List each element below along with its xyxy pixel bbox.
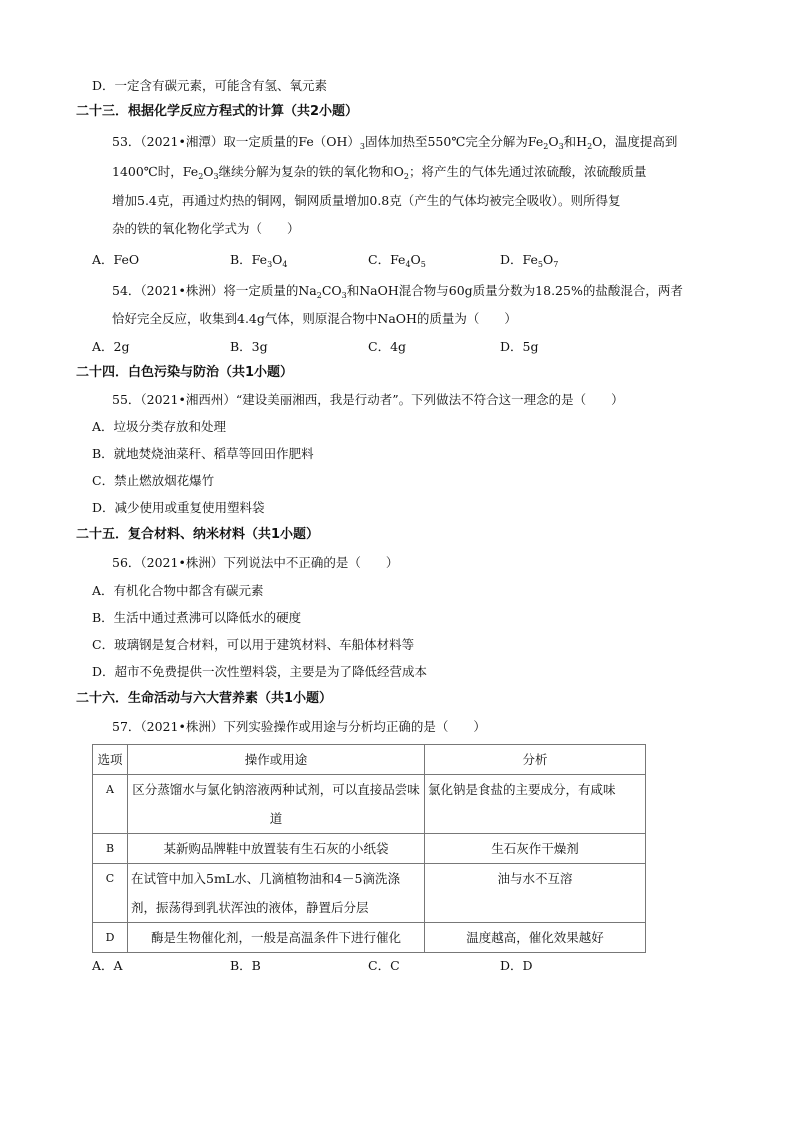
table-row <box>93 864 646 923</box>
table-header-cell: 选项 <box>93 745 128 775</box>
q53-stem-line-2: 1400℃时，$Fe_2O_3$继续分解为复杂的铁的氧化物和$O_2$；将产生的气体先通过浓硫酸，浓硫酸质量 <box>112 164 647 181</box>
q54-option-c: C．4g <box>368 339 407 354</box>
q52-option-d: D．一定含有碳元素，可能含有氢、氧元素 <box>92 78 328 93</box>
q54-option-a: A．2g <box>92 339 130 354</box>
q55-option-b: B．就地焚烧油菜秆、稻草等回田作肥料 <box>92 446 314 461</box>
q53-stem-line-4: 杂的铁的氧化物化学式为（ ） <box>112 221 300 236</box>
table-row <box>93 775 646 834</box>
q55-option-a: A．垃圾分类存放和处理 <box>92 419 227 434</box>
table-cell-analysis: 温度越高，催化效果越好 <box>425 923 646 953</box>
table-header-cell: 操作或用途 <box>128 745 425 775</box>
q56-option-c: C．玻璃钢是复合材料，可以用于建筑材料、车船体材料等 <box>92 637 415 652</box>
q56-option-a: A．有机化合物中都含有碳元素 <box>92 583 264 598</box>
q57-stem: 57．（2021•株洲）下列实验操作或用途与分析均正确的是（ ） <box>112 719 486 734</box>
q55-option-c: C．禁止燃放烟花爆竹 <box>92 473 215 488</box>
table-cell-key: C <box>93 864 128 923</box>
q56-stem: 56．（2021•株洲）下列说法中不正确的是（ ） <box>112 555 399 570</box>
section-heading-24: 二十四．白色污染与防治（共1小题） <box>76 365 294 380</box>
q54-stem-line-1: 54．（2021•株洲）将一定质量的$Na_2CO_3$和NaOH混合物与60g质量分数为18.25%的盐酸混合，两者 <box>112 283 683 300</box>
q53-option-a: A．FeO <box>92 252 140 267</box>
table-cell-operation: 某新购品牌鞋中放置装有生石灰的小纸袋 <box>128 834 425 864</box>
q57-option-c: C．C <box>368 958 400 973</box>
q54-option-d: D．5g <box>500 339 539 354</box>
q57-option-b: B．B <box>230 958 261 973</box>
q54-option-b: B．3g <box>230 339 268 354</box>
table-cell-key: D <box>93 923 128 953</box>
table-header-cell: 分析 <box>425 745 646 775</box>
table-cell-analysis: 生石灰作干燥剂 <box>425 834 646 864</box>
section-heading-25: 二十五．复合材料、纳米材料（共1小题） <box>76 527 320 542</box>
q55-option-d: D．减少使用或重复使用塑料袋 <box>92 500 265 515</box>
q53-option-b: B．$Fe_3O_4$ <box>230 252 288 269</box>
q57-table <box>92 744 646 953</box>
table-header-row <box>93 745 646 775</box>
q54-stem-line-2: 恰好完全反应，收集到4.4g气体，则原混合物中NaOH的质量为（ ） <box>112 311 517 326</box>
q53-stem-line-3: 增加5.4克，再通过灼热的铜网，铜网质量增加0.8克（产生的气体均被完全吸收）。则所得复 <box>112 193 621 208</box>
q53-option-d: D．$Fe_5O_7$ <box>500 252 559 269</box>
q57-option-a: A．A <box>92 958 123 973</box>
table-cell-operation: 在试管中加入5mL水、几滴植物油和4－5滴洗涤剂，振荡得到乳状浑浊的液体，静置后分层 <box>128 864 425 923</box>
q56-option-d: D．超市不免费提供一次性塑料袋，主要是为了降低经营成本 <box>92 664 428 679</box>
table-row <box>93 923 646 953</box>
q53-option-c: C．$Fe_4O_5$ <box>368 252 426 269</box>
table-cell-operation: 酶是生物催化剂，一般是高温条件下进行催化 <box>128 923 425 953</box>
table-cell-operation: 区分蒸馏水与氯化钠溶液两种试剂，可以直接品尝味道 <box>128 775 425 834</box>
table-cell-key: B <box>93 834 128 864</box>
table-row <box>93 834 646 864</box>
section-heading-26: 二十六．生命活动与六大营养素（共1小题） <box>76 691 333 706</box>
section-heading-23: 二十三．根据化学反应方程式的计算（共2小题） <box>76 104 359 119</box>
table-cell-key: A <box>93 775 128 834</box>
q53-stem-line-1: 53．（2021•湘潭）取一定质量的$Fe(OH)_3$固体加热至550℃完全分解为$Fe_2O_3$和$H_2O$，温度提高到 <box>112 134 678 151</box>
table-cell-analysis: 氯化钠是食盐的主要成分，有咸味 <box>425 775 646 834</box>
q57-option-d: D．D <box>500 958 533 973</box>
q56-option-b: B．生活中通过煮沸可以降低水的硬度 <box>92 610 302 625</box>
q55-stem: 55．（2021•湘西州）“建设美丽湘西，我是行动者”。下列做法不符合这一理念的是（ ） <box>112 392 624 407</box>
table-cell-analysis: 油与水不互溶 <box>425 864 646 923</box>
